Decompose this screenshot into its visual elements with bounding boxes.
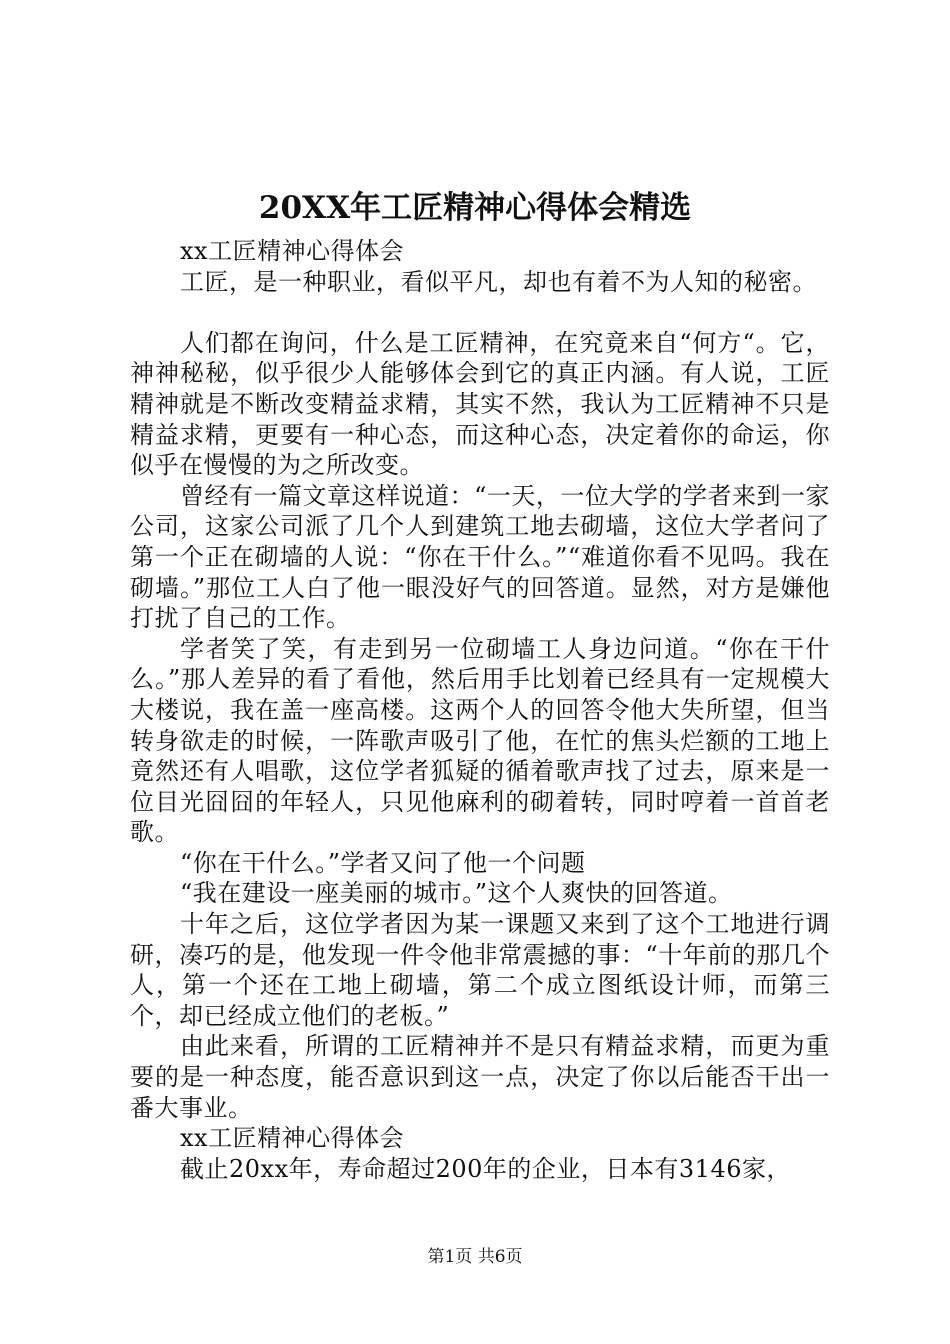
section-heading: xx工匠精神心得体会: [180, 1124, 405, 1153]
paragraph: 曾经有一篇文章这样说道：“一天，一位大学的学者来到一家公司，这家公司派了几个人到建筑工地去砌墙，这位大学者问了第一个正在砌墙的人说：“你在干什么。”“难道你看不见吗。我在砌墙。”那位工人白了他一眼没好气的回答道。显然，对方是嫌他打扰了自己的工作。: [130, 481, 830, 633]
paragraph: 工匠，是一种职业，看似平凡，却也有着不为人知的秘密。: [180, 267, 817, 296]
paragraph: 由此来看，所谓的工匠精神并不是只有精益求精，而更为重要的是一种态度，能否意识到这一点，决定了你以后能否干出一番大事业。: [130, 1032, 830, 1122]
paragraph: 截止20xx年，寿命超过200年的企业，日本有3146家，: [180, 1154, 791, 1183]
paragraph: “我在建设一座美丽的城市。”这个人爽快的回答道。: [180, 879, 733, 908]
document-body: [130, 236, 830, 1184]
paragraph: 人们都在询问，什么是工匠精神，在究竟来自“何方“。它，神神秘秘，似乎很少人能够体会到它的真正内涵。有人说，工匠精神就是不断改变精益求精，其实不然，我认为工匠精神不只是精益求精，更要有一种心态，而这种心态，决定着你的命运，你似乎在慢慢的为之所改变。: [130, 328, 830, 480]
blank-line: [130, 297, 830, 328]
section-heading: xx工匠精神心得体会: [180, 237, 405, 265]
page-footer: 第1页 共6页: [427, 1247, 523, 1267]
document-title: 20XX年工匠精神心得体会精选: [258, 190, 692, 226]
paragraph: “你在干什么。”学者又问了他一个问题: [180, 848, 586, 877]
paragraph: 十年之后，这位学者因为某一课题又来到了这个工地进行调研，凑巧的是，他发现一件令他非常震撼的事：“十年前的那几个人，第一个还在工地上砌墙，第二个成立图纸设计师，而第三个，却已经成立他们的老板。”: [130, 910, 830, 1030]
paragraph: 学者笑了笑，有走到另一位砌墙工人身边问道。“你在干什么。”那人差异的看了看他，然后用手比划着已经具有一定规模大大楼说，我在盖一座高楼。这两个人的回答令他大失所望，但当转身欲走的时候，一阵歌声吸引了他，在忙的焦头烂额的工地上竟然还有人唱歌，这位学者狐疑的循着歌声找了过去，原来是一位目光囧囧的年轻人，只见他麻利的砌着转，同时哼着一首首老歌。: [130, 634, 830, 847]
